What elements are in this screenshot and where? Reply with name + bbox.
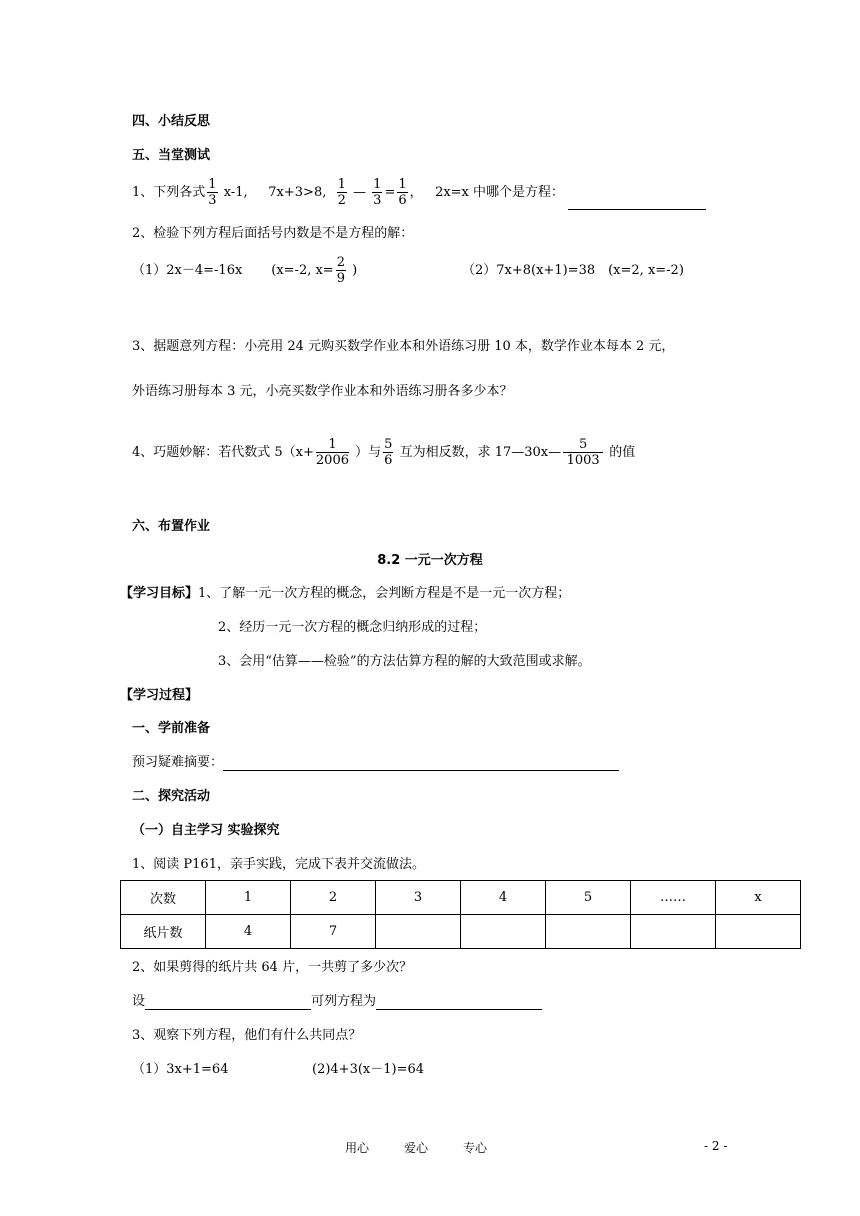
- table-cell: 2: [291, 881, 376, 915]
- question-4: 4、巧题妙解：若代数式 5（x+ $\frac{1}{2006}$ ）与 $\frac{5}{6}$ 互为相反数，求 17—30x— $\frac{5}{1003}$ 的值: [132, 437, 636, 468]
- question-1: 1、下列各式 $\frac{1}{3}$ x-1, 7x+3>8, $\frac{1}{2}$ — $\frac{1}{3}$ = $\frac{1}{6}$ ， 2x=x 中哪个是方程：: [132, 176, 706, 210]
- set-equation-line: 设 可列方程为: [132, 994, 542, 1010]
- goal-1: 1、了解一元一次方程的概念，会判断方程是不是一元一次方程；: [198, 586, 571, 601]
- instruction: 1、阅读 P161，亲手实践，完成下表并交流做法。: [132, 857, 425, 872]
- equation-2: (2)4+3(x－1)=64: [312, 1062, 425, 1077]
- section-heading: 四、小结反思: [132, 114, 211, 129]
- data-table: [120, 880, 801, 949]
- table-cell: 4: [206, 915, 291, 949]
- goals-label: 【学习目标】: [120, 586, 199, 601]
- table-cell: ……: [631, 881, 716, 915]
- table-cell[interactable]: [546, 915, 631, 949]
- question-2-part-2: （2）7x+8(x+1)=38 (x=2, x=-2): [462, 263, 684, 278]
- question-text: 1、下列各式: [132, 185, 206, 200]
- fraction: $\frac{1}{2}$: [337, 177, 346, 208]
- page-number: - 2 -: [704, 1139, 728, 1153]
- table-cell: 5: [546, 881, 631, 915]
- process-heading: 【学习过程】: [120, 688, 199, 703]
- footer-text: 专心: [463, 1141, 488, 1155]
- table-cell: 1: [206, 881, 291, 915]
- lesson-title: 8.2 一元一次方程: [377, 553, 483, 568]
- answer-blank[interactable]: [568, 187, 706, 210]
- equation-1: （1）3x+1=64: [132, 1062, 229, 1077]
- table-row: [121, 881, 801, 915]
- goal-3: 3、会用“估算——检验”的方法估算方程的解的大致范围或求解。: [218, 654, 591, 669]
- section-heading: 一、学前准备: [132, 721, 211, 736]
- question-3: 3、据题意列方程：小亮用 24 元购买数学作业本和外语练习册 10 本，数学作业本每本 2 元，: [132, 339, 675, 354]
- question-cut: 2、如果剪得的纸片共 64 片，一共剪了多少次？: [132, 960, 413, 975]
- preview-blank[interactable]: [223, 756, 619, 771]
- fraction: $\frac{1}{3}$: [373, 177, 382, 208]
- goal-2: 2、经历一元一次方程的概念归纳形成的过程；: [218, 620, 487, 635]
- subsection-heading: （一）自主学习 实验探究: [132, 823, 280, 838]
- table-cell: 4: [461, 881, 546, 915]
- observe-question: 3、观察下列方程，他们有什么共同点？: [132, 1028, 362, 1043]
- fraction: $\frac{1}{2006}$: [315, 437, 349, 468]
- section-heading: 六、布置作业: [132, 519, 211, 534]
- fraction: $\frac{1}{3}$: [208, 177, 217, 208]
- table-cell: 3: [376, 881, 461, 915]
- question-2: 2、检验下列方程后面括号内数是不是方程的解：: [132, 226, 414, 241]
- table-cell: 纸片数: [121, 915, 206, 949]
- table-cell[interactable]: [461, 915, 546, 949]
- section-heading: 二、探究活动: [132, 789, 211, 804]
- table-cell: 次数: [121, 881, 206, 915]
- footer-text: 用心: [345, 1141, 370, 1155]
- table-cell[interactable]: [631, 915, 716, 949]
- fraction: $\frac{5}{6}$: [384, 437, 393, 468]
- question-3-line-2: 外语练习册每本 3 元，小亮买数学作业本和外语练习册各多少本？: [132, 384, 513, 399]
- fraction: $\frac{2}{9}$: [336, 255, 345, 286]
- equation-blank[interactable]: [376, 995, 542, 1010]
- table-cell[interactable]: [716, 915, 801, 949]
- section-heading: 五、当堂测试: [132, 148, 211, 163]
- table-cell: x: [716, 881, 801, 915]
- preview-notes: 预习疑难摘要：: [132, 755, 619, 771]
- learning-goals: [120, 586, 570, 602]
- table-cell: 7: [291, 915, 376, 949]
- table-cell[interactable]: [376, 915, 461, 949]
- fraction: $\frac{1}{6}$: [398, 177, 407, 208]
- footer-text: 爱心: [404, 1141, 429, 1155]
- table-row: [121, 915, 801, 949]
- fraction: $\frac{5}{1003}$: [563, 437, 603, 468]
- variable-blank[interactable]: [145, 995, 311, 1010]
- question-2-part-1: （1）2x－4=-16x (x=-2, x= $\frac{2}{9}$ ): [132, 255, 358, 286]
